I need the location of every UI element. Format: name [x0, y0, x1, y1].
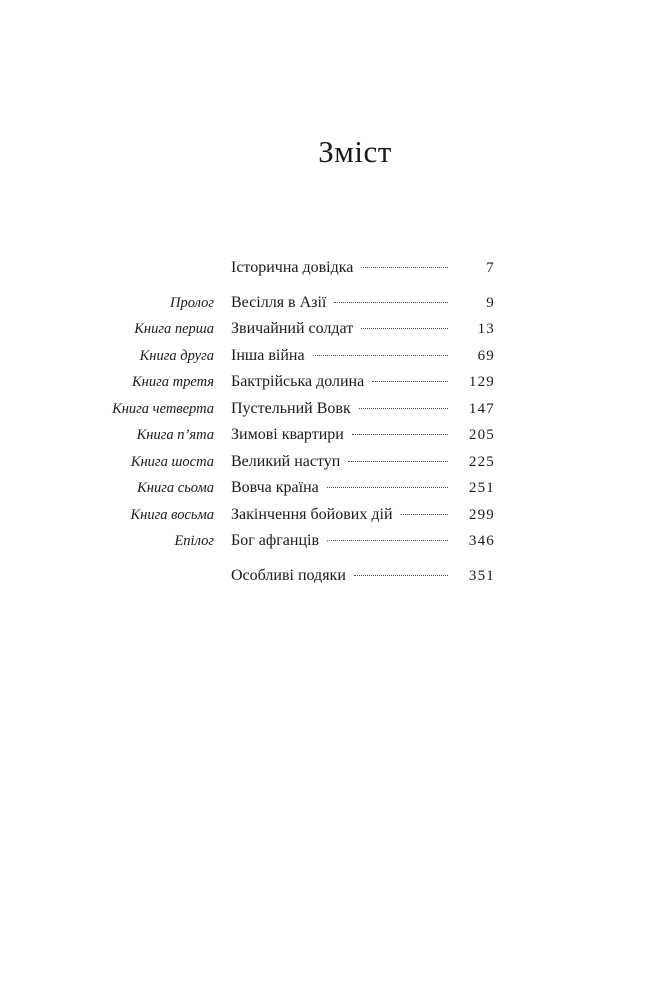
toc-row[interactable]: [0, 451, 666, 478]
toc-row[interactable]: [0, 530, 666, 557]
book-label: Книга сьома: [137, 480, 214, 496]
chapter-title: Бог афганців: [231, 532, 320, 549]
chapter-title: Пустельний Вовк: [231, 399, 351, 417]
toc-entry: [231, 451, 495, 473]
toc-row[interactable]: [0, 477, 666, 504]
toc-row[interactable]: [0, 345, 666, 372]
page-title: Зміст: [318, 133, 392, 169]
dot-leader: [334, 302, 448, 303]
toc-row[interactable]: [0, 318, 666, 345]
page-number: 205: [468, 427, 495, 443]
toc-row[interactable]: [0, 371, 666, 398]
book-label: Книга перша: [134, 321, 214, 337]
toc-entry: [231, 257, 495, 279]
page-number: 7: [486, 260, 495, 276]
toc-entry: [231, 398, 495, 420]
dot-leader: [327, 540, 448, 541]
dot-leader: [327, 487, 448, 488]
book-label: Книга друга: [139, 347, 214, 364]
dot-leader: [354, 575, 448, 576]
page-number: 69: [477, 347, 495, 364]
page-number: 351: [468, 567, 495, 584]
book-label: Пролог: [169, 294, 214, 311]
toc-entry: [231, 424, 495, 446]
toc-entry: [231, 318, 495, 340]
table-of-contents: [0, 257, 666, 591]
toc-entry: [231, 530, 495, 552]
page-number: 13: [477, 321, 495, 337]
chapter-title: Великий наступ: [231, 452, 341, 470]
page-number: 129: [468, 374, 495, 390]
toc-row[interactable]: [0, 257, 666, 284]
chapter-title: Історична довідка: [231, 259, 354, 276]
chapter-title: Закінчення бойових дій: [231, 505, 393, 523]
book-label: Книга восьма: [130, 506, 214, 523]
toc-entry: [231, 292, 495, 314]
chapter-title: Вовча країна: [231, 479, 319, 496]
dot-leader: [401, 514, 449, 515]
toc-entry: [231, 504, 495, 526]
dot-leader: [359, 408, 448, 409]
dot-leader: [361, 328, 448, 329]
toc-entry: [231, 345, 495, 367]
toc-row[interactable]: [0, 292, 666, 319]
chapter-title: Особливі подяки: [231, 566, 346, 584]
toc-row[interactable]: [0, 398, 666, 425]
page-number: 346: [468, 533, 495, 549]
toc-entry: [231, 477, 495, 499]
toc-row[interactable]: [0, 565, 666, 592]
dot-leader: [361, 267, 448, 268]
dot-leader: [348, 461, 448, 462]
page-number: 147: [468, 400, 495, 417]
chapter-title: Бактрійська долина: [231, 373, 365, 390]
book-label: Книга четверта: [112, 400, 214, 417]
toc-entry: [231, 565, 495, 587]
page-number: 9: [486, 294, 495, 311]
chapter-title: Звичайний солдат: [231, 320, 354, 337]
book-label: Епілог: [174, 533, 214, 549]
chapter-title: Зимові квартири: [231, 426, 344, 443]
page-number: 251: [468, 480, 495, 496]
toc-row[interactable]: [0, 504, 666, 531]
book-label: Книга третя: [132, 374, 214, 390]
book-label: Книга п’ята: [136, 427, 214, 443]
chapter-title: Інша війна: [231, 346, 305, 364]
toc-entry: [231, 371, 495, 393]
page-number: 299: [468, 506, 495, 523]
toc-row[interactable]: [0, 424, 666, 451]
dot-leader: [352, 434, 448, 435]
dot-leader: [313, 355, 448, 356]
dot-leader: [372, 381, 448, 382]
chapter-title: Весілля в Азії: [231, 293, 327, 311]
book-label: Книга шоста: [130, 453, 214, 470]
page-number: 225: [468, 453, 495, 470]
